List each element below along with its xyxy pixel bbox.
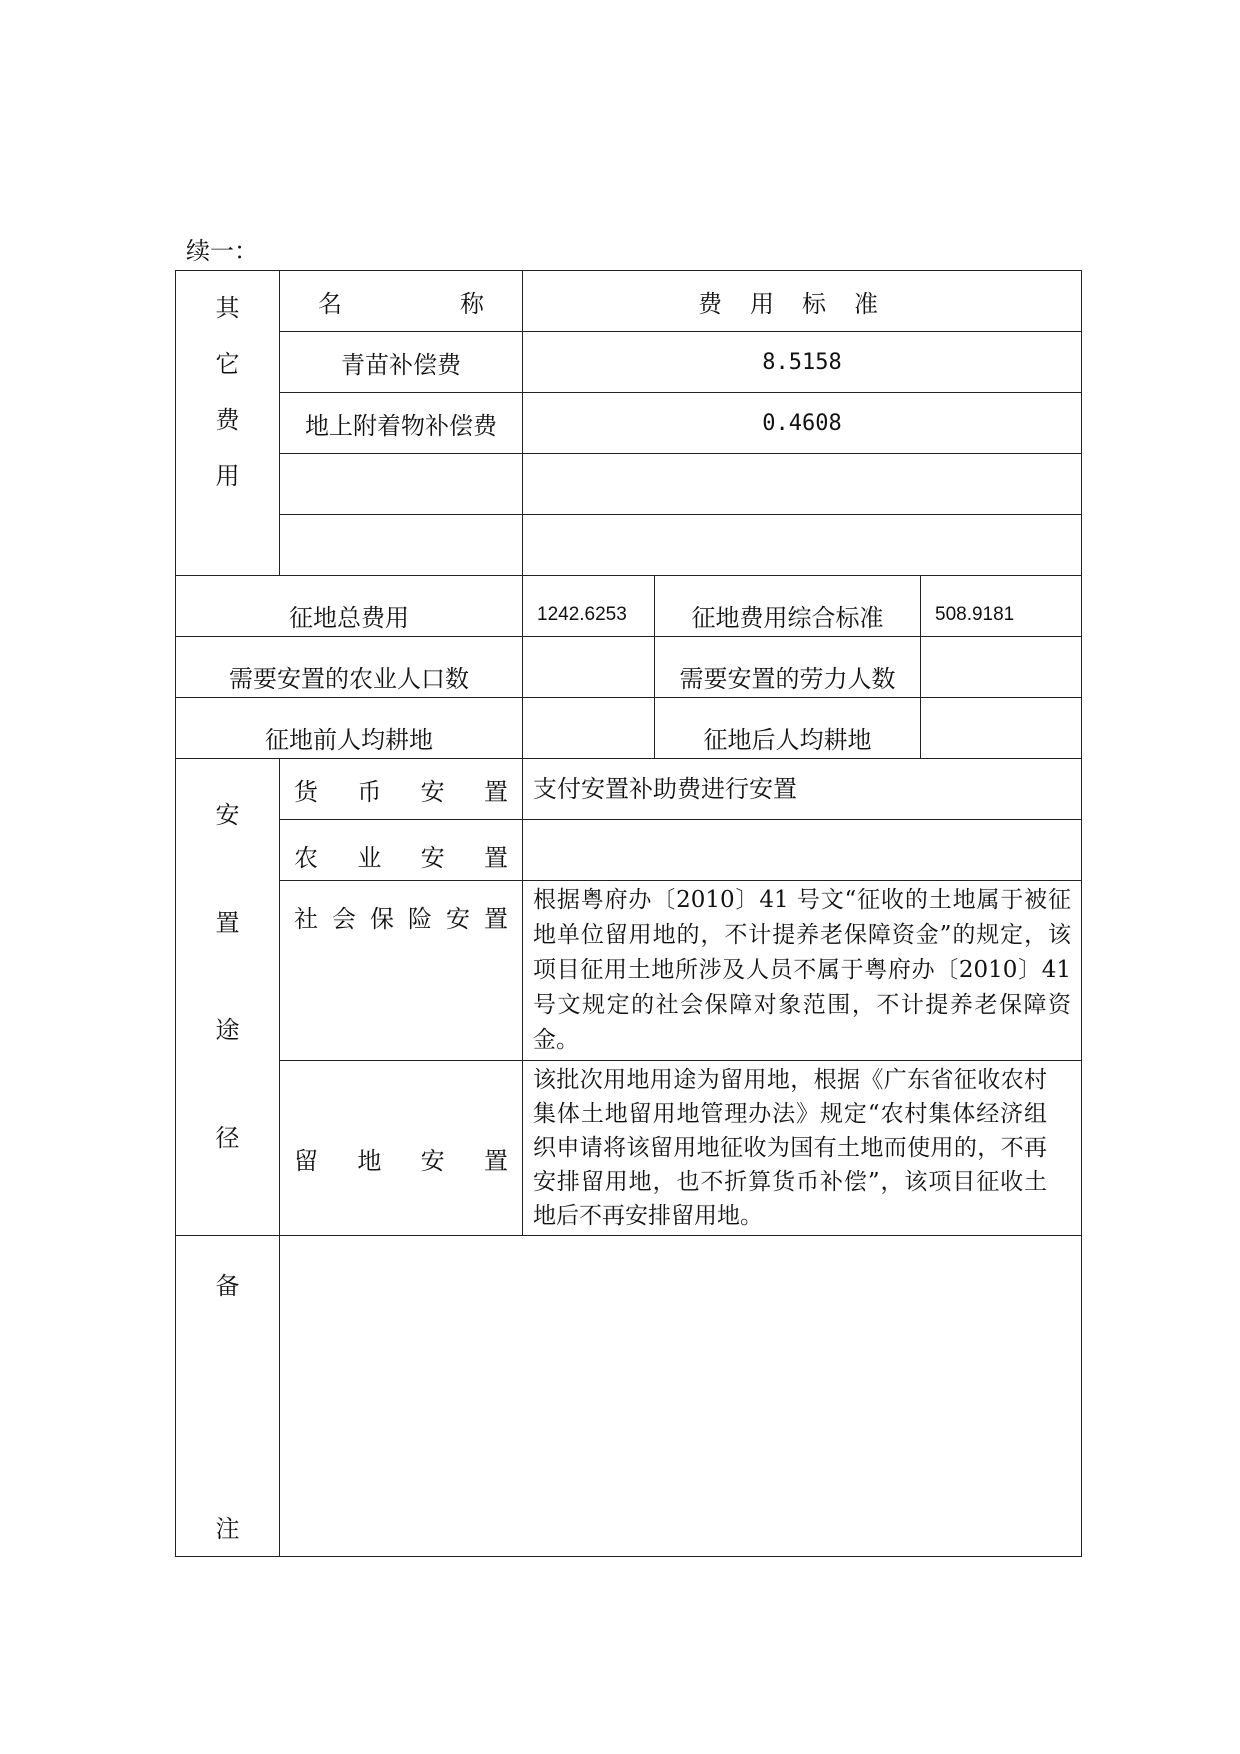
section-char: 它 [215,349,240,378]
section-char: 置 [215,908,240,937]
continued-label: 续一： [186,237,258,265]
fee-standard: 0.4608 [523,393,1082,454]
reserved-land-label: 留地安置 [280,1061,523,1236]
farmland-row [176,698,1082,759]
social-security-text: 根据粤府办〔2010〕41 号文“征收的土地属于被征地单位留用地的，不计提养老保障资金”的规定，该项目征用土地所涉及人员不属于粤府办〔2010〕41 号文规定的社会保障对象范围，不计提养老保障资金。 [523,881,1082,1061]
other-fees-header-row [176,271,1082,332]
fee-standard [523,515,1082,576]
section-char: 径 [215,1123,240,1152]
total-cost-row [176,576,1082,637]
fee-name [280,454,523,515]
section-char: 安 [215,801,240,830]
fee-name [280,515,523,576]
total-cost-label: 征地总费用 [176,576,523,637]
fee-name: 青苗补偿费 [280,332,523,393]
other-fees-section-label [176,271,280,576]
agricultural-row [176,820,1082,881]
fee-standard [523,454,1082,515]
monetary-text: 支付安置补助费进行安置 [523,759,1082,820]
header-standard [523,271,1082,332]
header-name: 名称 [280,271,523,332]
section-char: 费 [215,406,240,435]
fee-row [176,332,1082,393]
remarks-text [280,1236,1082,1557]
population-row [176,637,1082,698]
fee-row [176,393,1082,454]
fee-row [176,515,1082,576]
monetary-label: 货币安置 [280,759,523,820]
agri-population-value [523,637,655,698]
reserved-land-text: 该批次用地用途为留用地，根据《广东省征收农村集体土地留用地管理办法》规定“农村集体经济组织申请将该留用地征收为国有土地而使用的，不再安排留用地，也不折算货币补偿”，该项目征收土地后不再安排留用地。 [523,1061,1082,1236]
composite-standard-value: 508.9181 [921,576,1082,637]
agricultural-label: 农业安置 [280,820,523,881]
farmland-after-value [921,698,1082,759]
social-security-row [176,881,1082,1061]
fee-row [176,454,1082,515]
agri-population-label: 需要安置的农业人口数 [176,637,523,698]
section-char: 注 [215,1515,240,1543]
labor-count-value [921,637,1082,698]
total-cost-value: 1242.6253 [523,576,655,637]
social-security-label [280,881,523,1061]
reserved-land-row [176,1061,1082,1236]
labor-count-label: 需要安置的劳力人数 [655,637,921,698]
farmland-before-value [523,698,655,759]
section-char: 途 [215,1016,240,1045]
monetary-row [176,759,1082,820]
resettlement-section-label [176,759,280,1236]
farmland-after-label: 征地后人均耕地 [655,698,921,759]
remarks-row [176,1236,1082,1557]
section-char: 用 [215,462,240,491]
header-standard-text: 费用标准 [698,289,907,318]
section-char: 其 [215,293,240,322]
fee-name: 地上附着物补偿费 [280,393,523,454]
agricultural-text [523,820,1082,881]
fee-standard: 8.5158 [523,332,1082,393]
section-char: 备 [215,1272,240,1300]
composite-standard-label: 征地费用综合标准 [655,576,921,637]
land-acquisition-form-table [175,270,1082,1557]
remarks-section-label [176,1236,280,1557]
farmland-before-label: 征地前人均耕地 [176,698,523,759]
social-security-label-text: 社会保险安置 [294,905,508,933]
